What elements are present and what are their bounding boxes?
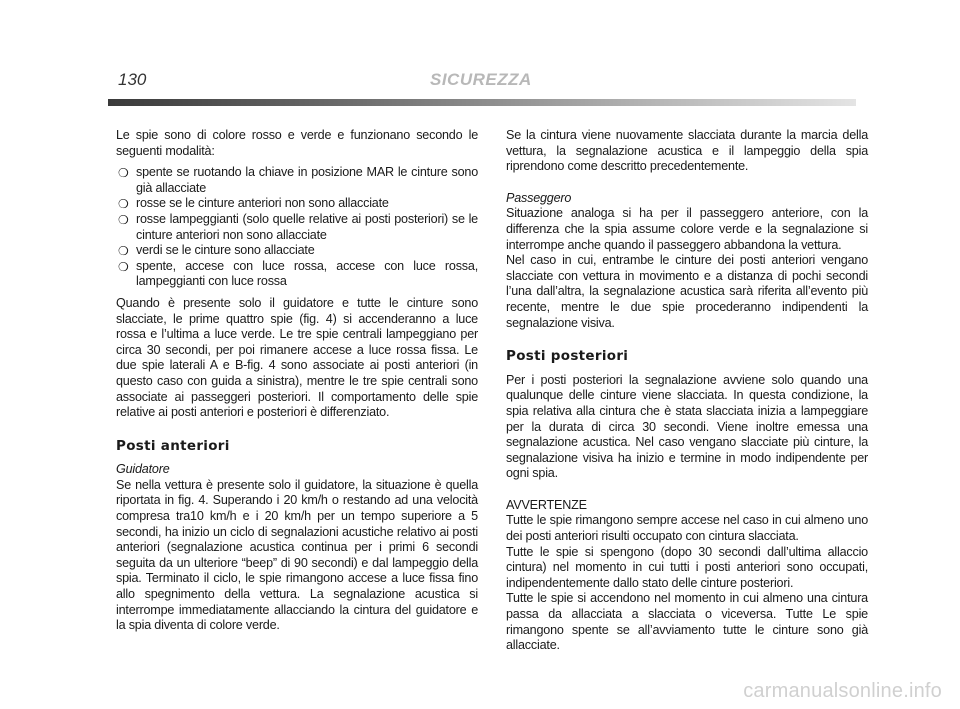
header-rule — [108, 99, 856, 106]
list-item: ❍ spente, accese con luce rossa, accese con luce rossa, lampeggianti con luce rossa — [118, 258, 478, 289]
right-column — [506, 128, 868, 654]
section-title: SICUREZZA — [430, 70, 532, 89]
warning-title: AVVERTENZE — [506, 497, 587, 512]
circle-bullet-icon: ❍ — [118, 212, 129, 227]
warning-paragraph: Tutte le spie si spengono (dopo 30 secondi dall’ultima allaccio cintura) nel momento in cui tutti i posti anteriori sono occupati, indipendentemente dallo stato delle cinture posteriori. — [506, 544, 868, 590]
list-item: ❍ rosse se le cinture anteriori non sono allacciate — [118, 196, 389, 212]
body-paragraph: Per i posti posteriori la segnalazione avviene solo quando una qualunque delle cinture viene slacciata. In questa condizione, la spia relativa alla cintura che è stata slacciata inizia a lampeggiare per la durata di circa 30 secondi. Viene inoltre emessa una segnalazione acustica. Nel caso vengano slacciate più cinture, la segnalazione visiva ha inizio e termine in modo indipendente per ogni spia. — [506, 372, 868, 481]
left-column — [116, 128, 478, 640]
subheading-passeggero: Passeggero — [506, 190, 572, 205]
circle-bullet-icon: ❍ — [118, 166, 129, 181]
body-paragraph: Nel caso in cui, entrambe le cinture dei posti anteriori vengano slacciate con vettura in movimento e a distanza di pochi secondi l’una dall’altra, la segnalazione acustica sarà riferita all’evento più recente, mentre le due spie procederanno indipendenti la segnalazione visiva. — [506, 253, 868, 330]
body-paragraph: Quando è presente solo il guidatore e tutte le cinture sono slacciate, le prime quattro spie (fig. 4) si accenderanno a luce rossa e l’ultima a luce verde. Le tre spie centrali lampeggiano per circa 30 secondi, per poi rimanere accese a luce rossa fissa. Le due spie laterali A e B-fig. 4 sono associate ai posti anteriori (in questo caso con guida a sinistra), mentre le tre spie centrali sono associate ai passeggeri posteriori. Il comportamento delle spie relative ai posti anteriori e posteriori è differenziato. — [116, 295, 478, 420]
body-paragraph: Situazione analoga si ha per il passeggero anteriore, con la differenza che la spia assume colore verde e la segnalazione si interrompe anche quando il passeggero abbandona la vettura. — [506, 206, 868, 252]
body-paragraph: Se nella vettura è presente solo il guidatore, la situazione è quella riportata in fig. 4. Superando i 20 km/h o restando ad una velocità compresa tra10 km/h e i 20 km/h per un tempo superiore a 5 secondi, ha inizio un ciclo di segnalazioni acustiche relativo ai posti anteriori (segnalazione acustica continua per i primi 6 secondi seguita da un ulteriore “beep” di 90 secondi) e dal lampeggio della spia. Terminato il ciclo, le spie rimangono accese a luce fissa fino allo spegnimento della vettura. La segnalazione acustica si interrompe immediatamente allacciando la cintura del guidatore e la spia diventa di colore verde. — [116, 477, 478, 633]
warning-paragraph: Tutte le spie rimangono sempre accese nel caso in cui almeno uno dei posti anteriori risulti occupato con cintura slacciata. — [506, 513, 868, 544]
list-item: ❍ rosse lampeggianti (solo quelle relative ai posti posteriori) se le cinture anteriori non sono allacciate — [118, 211, 478, 242]
circle-bullet-icon: ❍ — [118, 259, 129, 274]
heading-posti-anteriori: Posti anteriori — [116, 437, 230, 454]
page-header — [0, 0, 960, 110]
page-number: 130 — [118, 70, 147, 89]
heading-posti-posteriori: Posti posteriori — [506, 348, 629, 365]
status-list — [116, 165, 478, 290]
subheading-guidatore: Guidatore — [116, 462, 170, 477]
list-item: ❍ spente se ruotando la chiave in posizione MAR le cinture sono già allacciate — [118, 165, 478, 195]
circle-bullet-icon: ❍ — [118, 197, 129, 212]
circle-bullet-icon: ❍ — [118, 244, 129, 259]
list-item: ❍ verdi se le cinture sono allacciate — [118, 243, 315, 259]
watermark: carmanualsonline.info — [743, 680, 942, 702]
intro-paragraph: Le spie sono di colore rosso e verde e funzionano secondo le seguenti modalità: — [116, 128, 478, 158]
body-paragraph: Se la cintura viene nuovamente slacciata durante la marcia della vettura, la segnalazione acustica e il lampeggio della spia riprendono come descritto precedentemente. — [506, 128, 868, 174]
warning-paragraph: Tutte le spie si accendono nel momento in cui almeno una cintura passa da allacciata a slacciata o viceversa. Tutte Le spie rimangono spente se all’avviamento tutte le cinture sono già allacciate. — [506, 591, 868, 653]
